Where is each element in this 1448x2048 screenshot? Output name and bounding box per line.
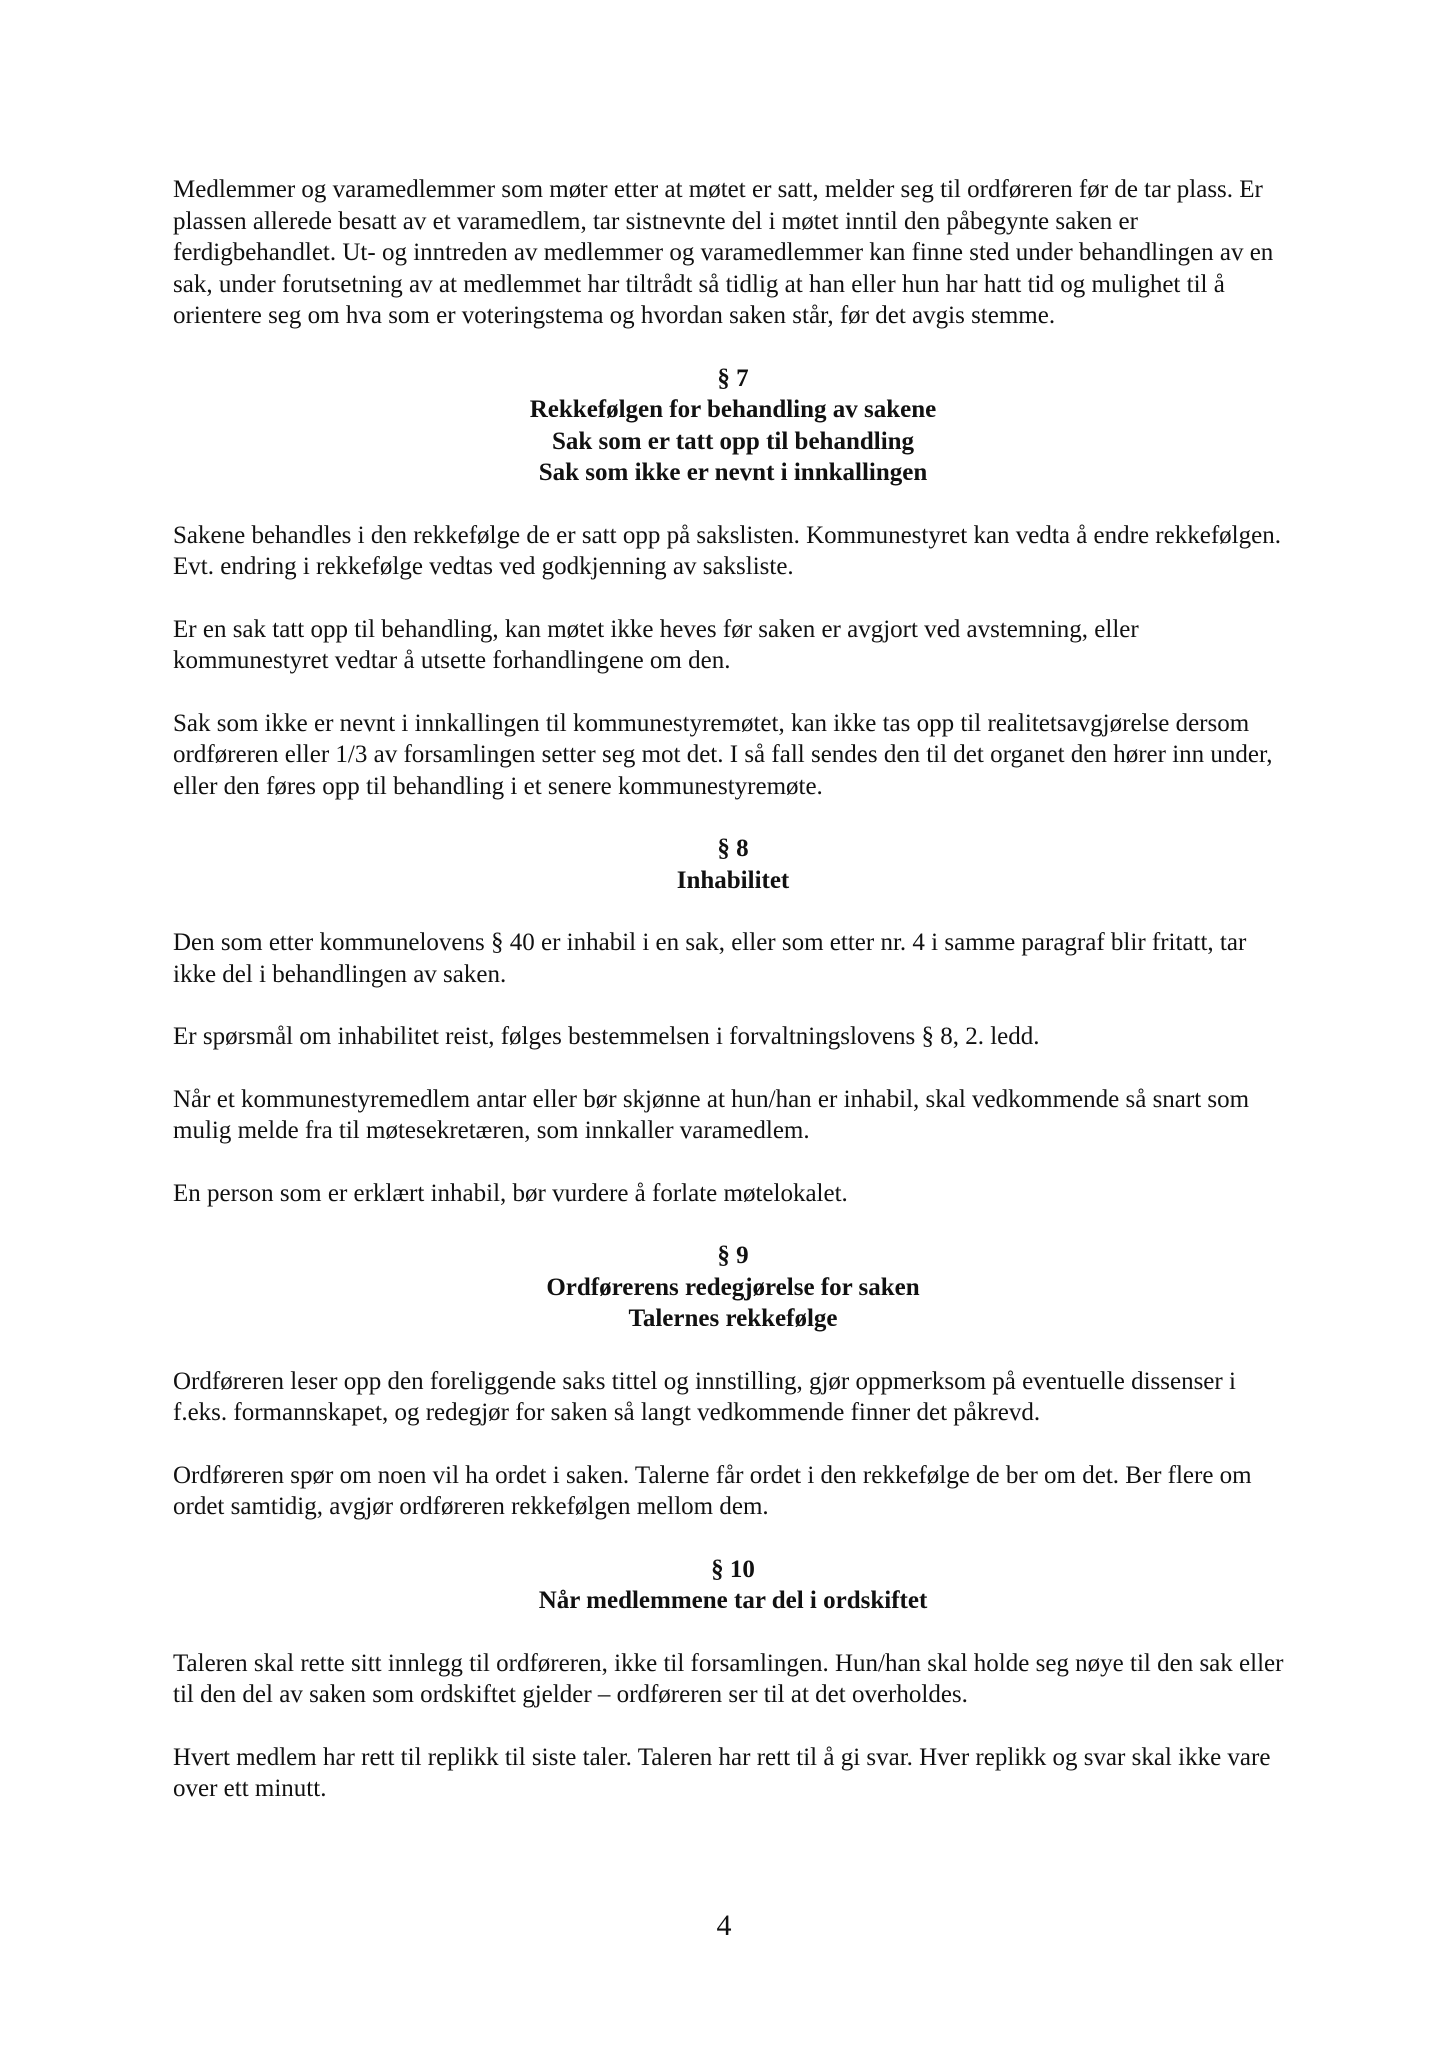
page-number: 4 xyxy=(716,1909,732,1942)
section-heading-8 xyxy=(173,833,1293,896)
section-number: § 9 xyxy=(717,1242,749,1269)
intro-paragraph: Medlemmer og varamedlemmer som møter etter at møtet er satt, melder seg til ordføreren før de tar plass. Er plassen allerede besatt av et varamedlem, tar sistnevnte del i møtet inntil den påbegynte saken er ferdigbehandlet. Ut- og inntreden av medlemmer og varamedlemmer kan finne sted under behandlingen av en sak, under forutsetning av at medlemmet har tiltrådt så tidlig at han eller hun har hatt tid og mulighet til å orientere seg om hva som er voteringstema og hvordan saken står, før det avgis stemme. xyxy=(173,176,1274,329)
section-title: Når medlemmene tar del i ordskiftet xyxy=(538,1587,928,1614)
section-heading-10 xyxy=(173,1554,1293,1617)
section-paragraph: Er spørsmål om inhabilitet reist, følges bestemmelsen i forvaltningslovens § 8, 2. ledd. xyxy=(173,1023,1040,1050)
section-paragraph: Ordføreren spør om noen vil ha ordet i saken. Talerne får ordet i den rekkefølge de ber om det. Ber flere om ordet samtidig, avgjør ordføreren rekkefølgen mellom dem. xyxy=(173,1461,1252,1520)
section-paragraph: Den som etter kommunelovens § 40 er inhabil i en sak, eller som etter nr. 4 i samme paragraf blir fritatt, tar ikke del i behandlingen av saken. xyxy=(173,929,1247,988)
section-heading-7 xyxy=(173,363,1293,489)
section-title: Sak som er tatt opp til behandling xyxy=(551,427,915,455)
section-title: Rekkefølgen for behandling av sakene xyxy=(529,396,937,423)
section-title: Talernes rekkefølge xyxy=(628,1305,838,1332)
section-paragraph: Når et kommunestyremedlem antar eller bør skjønne at hun/han er inhabil, skal vedkommende så snart som mulig melde fra til møtesekretæren, som innkaller varamedlem. xyxy=(173,1085,1250,1144)
section-number: § 7 xyxy=(717,364,749,392)
section-paragraph: Sakene behandles i den rekkefølge de er satt opp på sakslisten. Kommunestyret kan vedta å endre rekkefølgen. Evt. endring i rekkefølge vedtas ved godkjenning av saksliste. xyxy=(173,521,1281,580)
section-paragraph: Sak som ikke er nevnt i innkallingen til kommunestyremøtet, kan ikke tas opp til realitetsavgjørelse dersom ordføreren eller 1/3 av forsamlingen setter seg mot det. I så fall sendes den til det organet den hører inn under, eller den føres opp til behandling i et senere kommunestyremøte. xyxy=(173,709,1273,800)
section-number: § 8 xyxy=(717,835,749,862)
section-title: Inhabilitet xyxy=(676,866,790,894)
section-number: § 10 xyxy=(711,1555,755,1583)
section-title: Ordførerens redegjørelse for saken xyxy=(546,1273,920,1301)
section-heading-9 xyxy=(173,1240,1293,1335)
section-title: Sak som ikke er nevnt i innkallingen xyxy=(538,459,928,486)
section-paragraph: En person som er erklært inhabil, bør vurdere å forlate møtelokalet. xyxy=(173,1179,848,1207)
section-paragraph: Hvert medlem har rett til replikk til siste taler. Taleren har rett til å gi svar. Hver replikk og svar skal ikke vare over ett minutt. xyxy=(173,1743,1271,1802)
section-paragraph: Ordføreren leser opp den foreliggende saks tittel og innstilling, gjør oppmerksom på eventuelle dissenser i f.eks. formannskapet, og redegjør for saken så langt vedkommende finner det påkrevd. xyxy=(173,1367,1236,1426)
section-paragraph: Er en sak tatt opp til behandling, kan møtet ikke heves før saken er avgjort ved avstemning, eller kommunestyret vedtar å utsette forhandlingene om den. xyxy=(173,615,1139,674)
document-body xyxy=(173,174,1293,1836)
section-paragraph: Taleren skal rette sitt innlegg til ordføreren, ikke til forsamlingen. Hun/han skal holde seg nøye til den sak eller til den del av saken som ordskiftet gjelder – ordføreren ser til at det overholdes. xyxy=(173,1649,1284,1708)
